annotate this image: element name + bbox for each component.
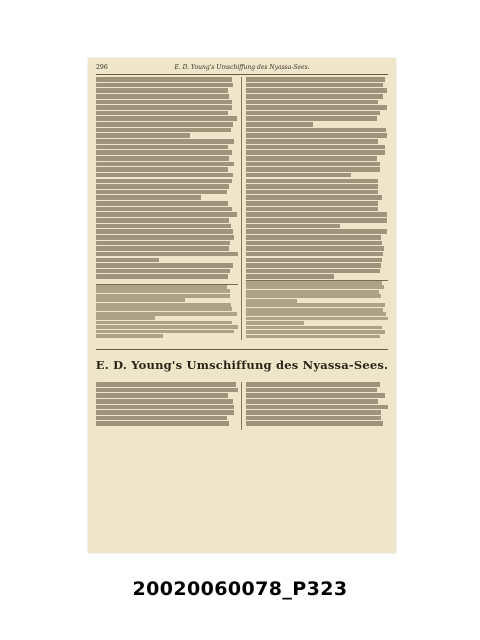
text-line [96,212,237,217]
text-line [96,184,229,189]
text-line [246,321,304,325]
text-line [96,156,229,161]
text-line [246,218,387,223]
text-line [96,263,233,268]
text-line [246,133,387,138]
text-line [96,207,232,212]
text-line [246,410,381,415]
text-line [246,303,385,307]
text-line [96,105,232,110]
text-line [96,173,233,178]
text-line [246,326,382,330]
page-header [96,64,388,75]
text-line [246,184,378,189]
text-line [96,218,229,223]
text-line [246,299,297,303]
text-line [246,421,383,426]
text-line [96,229,233,234]
text-line [96,162,234,167]
text-line [96,246,229,251]
text-line [246,274,334,279]
text-line [246,393,385,398]
text-line [96,111,228,116]
text-line [246,145,385,150]
text-line [246,190,378,195]
text-line [96,224,231,229]
text-line [96,330,234,334]
text-line [246,229,387,234]
article-column-left [96,382,238,432]
text-line [96,133,190,138]
text-line [246,100,378,105]
text-line [96,294,230,298]
text-line [96,77,232,82]
text-line [96,201,228,206]
text-line [246,207,378,212]
text-line [246,88,387,93]
text-line [96,128,231,133]
text-line [246,173,351,178]
body-column-right [246,77,388,280]
text-line [246,128,386,133]
text-line [96,145,228,150]
text-line [246,317,388,321]
text-line [246,388,377,393]
text-line [96,416,227,421]
text-line [96,405,234,410]
text-line [246,111,380,116]
text-line [246,162,380,167]
text-line [246,335,380,339]
page-number: 296 [96,64,108,71]
text-line [96,179,232,184]
text-line [246,308,383,312]
text-line [246,258,382,263]
text-line [96,393,228,398]
text-line [96,167,228,172]
text-line [246,122,313,127]
text-line [96,269,230,274]
text-line [246,94,383,99]
text-line [96,235,234,240]
text-line [246,150,385,155]
text-line [246,212,387,217]
text-line [246,116,377,121]
text-line [96,150,232,155]
text-line [96,399,233,404]
text-line [246,224,340,229]
text-line [96,94,229,99]
text-line [96,195,201,200]
article-column-right [246,382,388,432]
article-title: E. D. Young's Umschiffung des Nyassa-Sees. [95,358,389,372]
text-line [96,321,232,325]
text-line [96,139,234,144]
scanned-page [88,58,396,553]
text-line [96,388,238,393]
text-line [246,195,382,200]
column-separator [241,77,242,340]
text-line [246,235,381,240]
footnotes-right [246,280,388,343]
text-line [96,252,238,257]
body-column-left [96,77,238,280]
text-line [246,139,378,144]
text-line [96,325,238,329]
text-line [96,289,230,293]
text-line [246,105,387,110]
footnotes-left [96,284,238,343]
text-line [246,246,384,251]
text-line [96,83,233,88]
article-column-separator [241,382,242,430]
text-line [96,274,228,279]
text-line [96,122,233,127]
text-line [246,330,385,334]
text-line [96,190,227,195]
text-line [246,312,386,316]
text-line [246,241,382,246]
text-line [246,382,380,387]
text-line [96,88,228,93]
text-line [246,179,378,184]
text-line [96,312,237,316]
text-line [96,116,237,121]
text-line [96,258,159,263]
text-line [96,316,155,320]
text-line [246,252,383,257]
text-line [246,83,383,88]
text-line [246,156,377,161]
section-divider [96,349,388,350]
text-line [246,77,385,82]
text-line [96,241,230,246]
text-line [96,410,234,415]
text-line [96,298,185,302]
text-line [246,281,382,285]
text-line [96,382,236,387]
text-line [246,399,378,404]
text-line [96,421,229,426]
text-line [246,263,381,268]
text-line [96,303,231,307]
text-line [246,269,380,274]
text-line [246,416,381,421]
text-line [96,285,227,289]
text-line [246,167,380,172]
text-line [246,294,381,298]
text-line [246,285,384,289]
text-line [96,100,232,105]
image-caption: 20020060078_P323 [132,578,348,600]
text-line [96,334,163,338]
text-line [246,201,378,206]
text-line [246,405,388,410]
text-line [246,290,379,294]
text-line [96,307,232,311]
running-head: E. D. Young's Umschiffung des Nyassa-Sees. [174,64,310,71]
